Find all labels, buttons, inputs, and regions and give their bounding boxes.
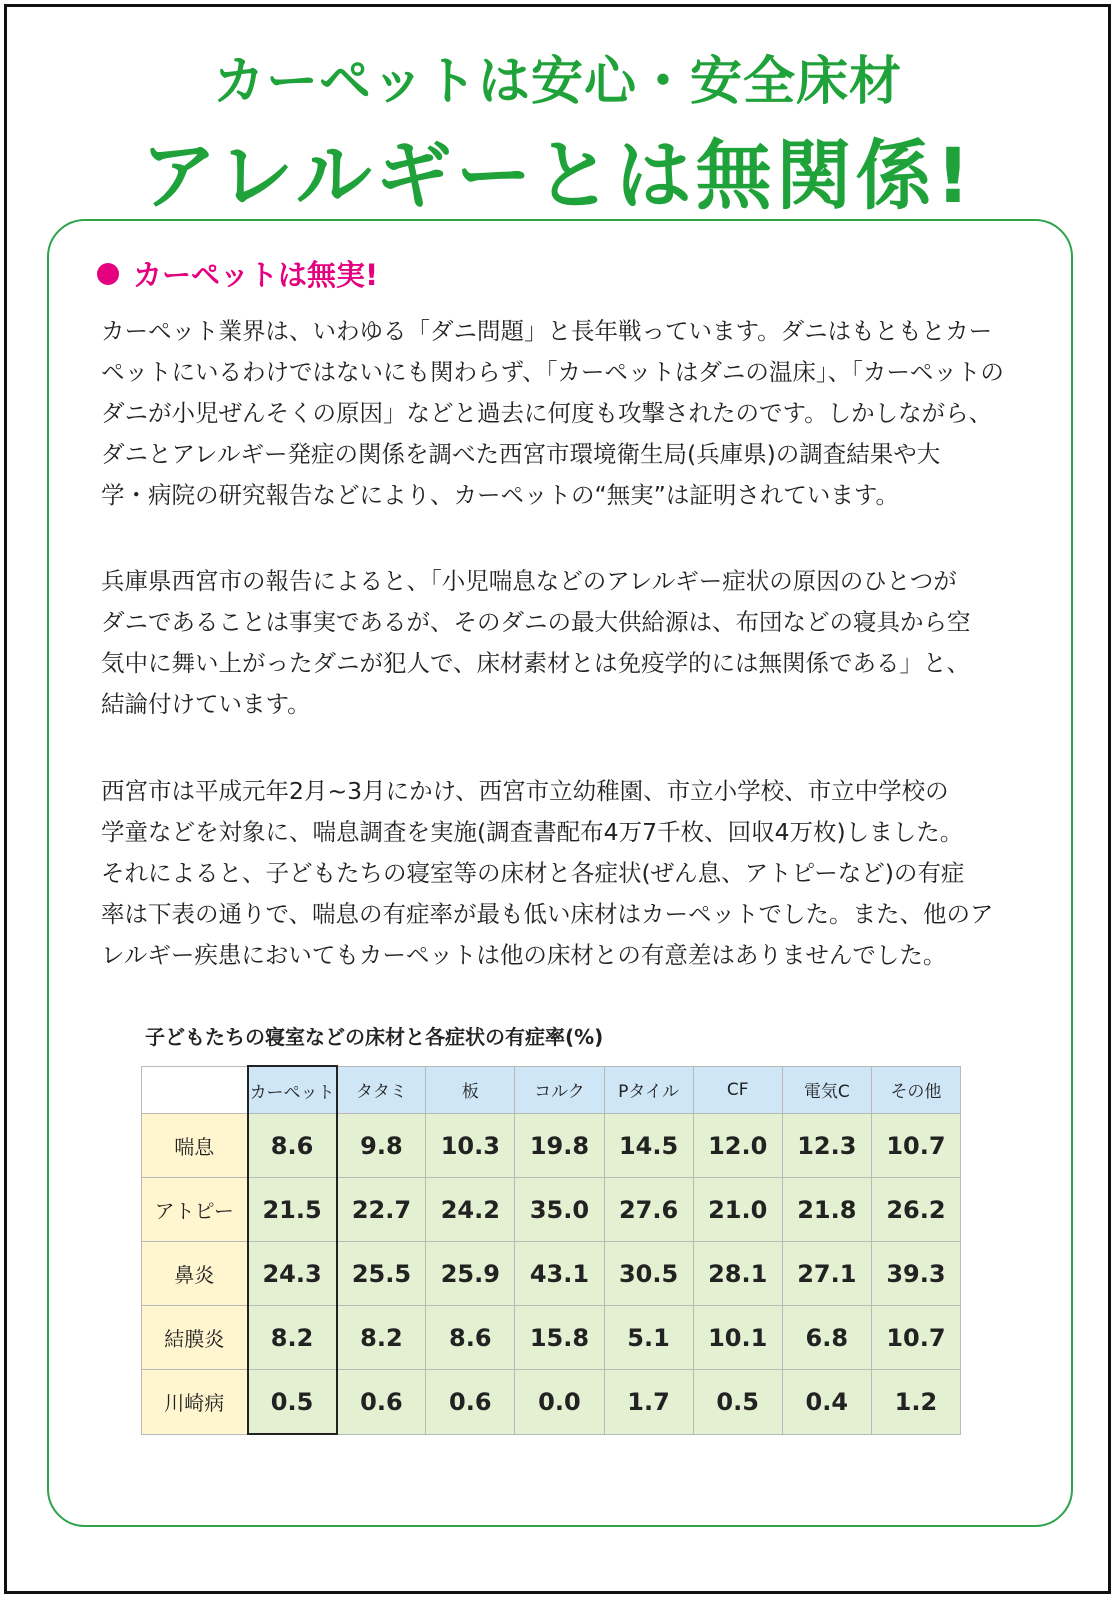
column-header: コルク bbox=[515, 1066, 604, 1114]
table-header-row bbox=[142, 1066, 961, 1114]
table-cell: 9.8 bbox=[337, 1114, 426, 1178]
table-cell: 25.9 bbox=[426, 1242, 515, 1306]
table-cell: 8.2 bbox=[248, 1306, 337, 1370]
table-cell: 21.5 bbox=[248, 1178, 337, 1242]
table-cell: 27.6 bbox=[604, 1178, 693, 1242]
column-header: その他 bbox=[871, 1066, 960, 1114]
paragraph-line: ダニとアレルギー発症の関係を調べた西宮市環境衛生局(兵庫県)の調査結果や大 bbox=[101, 440, 941, 468]
paragraph-line: ダニであることは事実であるが、そのダニの最大供給源は、布団などの寝具から空 bbox=[101, 608, 971, 636]
column-header: 電気C bbox=[782, 1066, 871, 1114]
table-corner-cell bbox=[142, 1066, 248, 1114]
paragraph-line: 率は下表の通りで、喘息の有症率が最も低い床材はカーペットでした。また、他のア bbox=[101, 900, 994, 928]
row-label: 川崎病 bbox=[142, 1370, 248, 1435]
column-header: カーペット bbox=[248, 1066, 337, 1114]
table-cell: 28.1 bbox=[693, 1242, 782, 1306]
table-cell: 0.6 bbox=[426, 1370, 515, 1435]
row-label: 結膜炎 bbox=[142, 1306, 248, 1370]
table-cell: 27.1 bbox=[782, 1242, 871, 1306]
table-cell: 35.0 bbox=[515, 1178, 604, 1242]
content-panel bbox=[47, 219, 1073, 1527]
paragraph-3 bbox=[101, 771, 1021, 976]
table-cell: 6.8 bbox=[782, 1306, 871, 1370]
row-label: 鼻炎 bbox=[142, 1242, 248, 1306]
table-cell: 1.2 bbox=[871, 1370, 960, 1435]
row-label: 喘息 bbox=[142, 1114, 248, 1178]
paragraph-line: それによると、子どもたちの寝室等の床材と各症状(ぜん息、アトピーなど)の有症 bbox=[101, 859, 965, 887]
table-cell: 30.5 bbox=[604, 1242, 693, 1306]
column-header: タタミ bbox=[337, 1066, 426, 1114]
headline-line-2: アレルギーとは無関係! bbox=[140, 131, 975, 220]
table-cell: 19.8 bbox=[515, 1114, 604, 1178]
table-cell: 15.8 bbox=[515, 1306, 604, 1370]
paragraph-1 bbox=[101, 311, 1021, 516]
table-cell: 0.4 bbox=[782, 1370, 871, 1435]
bullet-dot-icon bbox=[97, 263, 119, 285]
table-cell: 12.0 bbox=[693, 1114, 782, 1178]
table-cell: 1.7 bbox=[604, 1370, 693, 1435]
table-cell: 8.6 bbox=[426, 1306, 515, 1370]
flyer-page bbox=[4, 4, 1111, 1594]
table-cell: 5.1 bbox=[604, 1306, 693, 1370]
table-cell: 22.7 bbox=[337, 1178, 426, 1242]
paragraph-line: レルギー疾患においてもカーペットは他の床材との有意差はありませんでした。 bbox=[101, 941, 947, 969]
section-heading bbox=[97, 253, 378, 294]
table-cell: 39.3 bbox=[871, 1242, 960, 1306]
table-cell: 14.5 bbox=[604, 1114, 693, 1178]
table-cell: 10.7 bbox=[871, 1306, 960, 1370]
row-label: アトピー bbox=[142, 1178, 248, 1242]
table-caption: 子どもたちの寝室などの床材と各症状の有症率(%) bbox=[145, 1025, 604, 1049]
column-header: 板 bbox=[426, 1066, 515, 1114]
table-cell: 25.5 bbox=[337, 1242, 426, 1306]
paragraph-line: 西宮市は平成元年2月~3月にかけ、西宮市立幼稚園、市立小学校、市立中学校の bbox=[101, 777, 949, 805]
paragraph-line: 学童などを対象に、喘息調査を実施(調査書配布4万7千枚、回収4万枚)しました。 bbox=[101, 818, 964, 846]
paragraph-line: 学・病院の研究報告などにより、カーペットの“無実”は証明されています。 bbox=[101, 481, 899, 509]
symptom-rate-table bbox=[141, 1065, 961, 1435]
table-cell: 8.2 bbox=[337, 1306, 426, 1370]
table-row bbox=[142, 1242, 961, 1306]
table-cell: 12.3 bbox=[782, 1114, 871, 1178]
table-cell: 8.6 bbox=[248, 1114, 337, 1178]
table-cell: 21.8 bbox=[782, 1178, 871, 1242]
paragraph-line: ペットにいるわけではないにも関わらず、「カーペットはダニの温床」、「カーペットの bbox=[101, 358, 1004, 386]
table-cell: 24.3 bbox=[248, 1242, 337, 1306]
paragraph-2 bbox=[101, 561, 1021, 725]
headline-line-1: カーペットは安心・安全床材 bbox=[212, 52, 902, 112]
table-cell: 24.2 bbox=[426, 1178, 515, 1242]
paragraph-line: ダニが小児ぜんそくの原因」などと過去に何度も攻撃されたのです。しかしながら、 bbox=[101, 399, 993, 427]
paragraph-line: 兵庫県西宮市の報告によると、「小児喘息などのアレルギー症状の原因のひとつが bbox=[101, 567, 957, 595]
table-row bbox=[142, 1178, 961, 1242]
table-cell: 21.0 bbox=[693, 1178, 782, 1242]
section-title: カーペットは無実! bbox=[133, 258, 379, 292]
paragraph-line: 気中に舞い上がったダニが犯人で、床材素材とは免疫学的には無関係である」と、 bbox=[101, 649, 971, 677]
table-row bbox=[142, 1114, 961, 1178]
paragraph-line: 結論付けています。 bbox=[101, 690, 311, 718]
table-row bbox=[142, 1306, 961, 1370]
column-header: Pタイル bbox=[604, 1066, 693, 1114]
paragraph-line: カーペット業界は、いわゆる「ダニ問題」と長年戦っています。ダニはもともとカー bbox=[101, 317, 993, 345]
table-cell: 10.1 bbox=[693, 1306, 782, 1370]
table-cell: 10.3 bbox=[426, 1114, 515, 1178]
table-cell: 43.1 bbox=[515, 1242, 604, 1306]
table-cell: 0.6 bbox=[337, 1370, 426, 1435]
table-cell: 10.7 bbox=[871, 1114, 960, 1178]
table-cell: 0.0 bbox=[515, 1370, 604, 1435]
table-cell: 26.2 bbox=[871, 1178, 960, 1242]
table-row bbox=[142, 1370, 961, 1435]
table-cell: 0.5 bbox=[693, 1370, 782, 1435]
column-header: CF bbox=[693, 1066, 782, 1114]
table-cell: 0.5 bbox=[248, 1370, 337, 1435]
